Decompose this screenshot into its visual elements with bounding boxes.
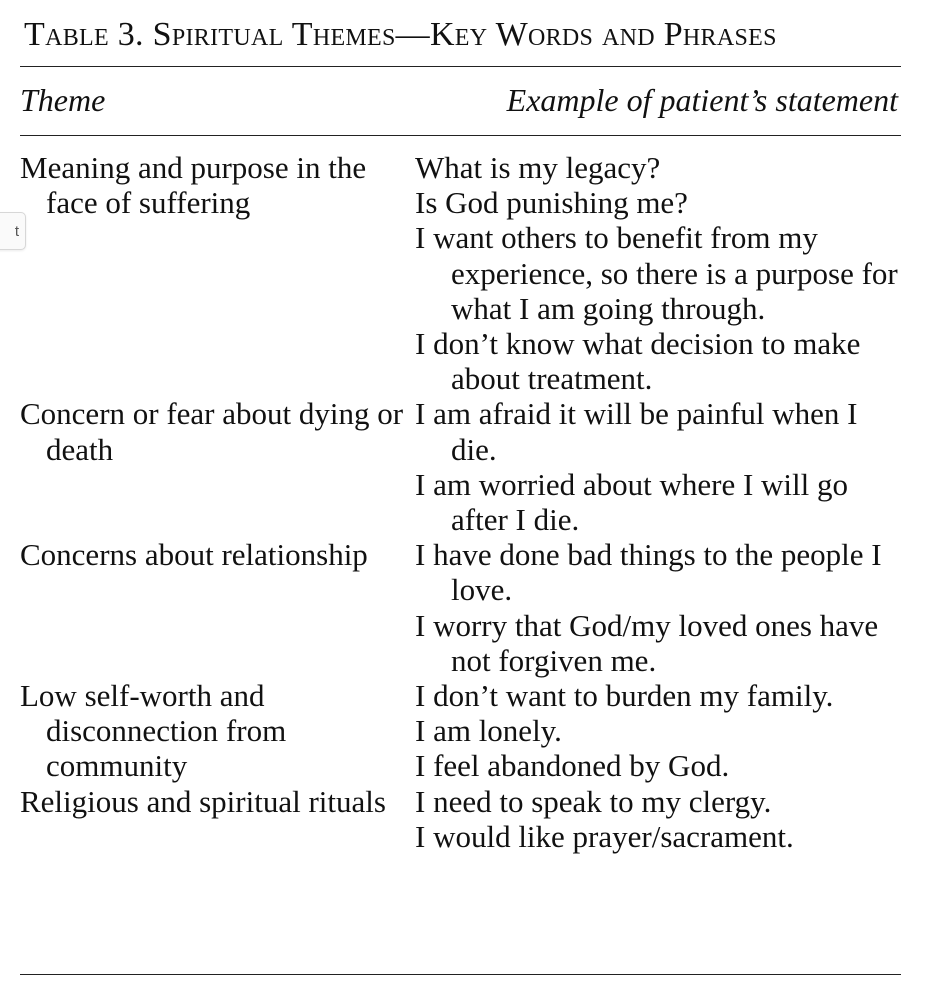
patient-statement: I don’t want to burden my family. <box>415 678 834 714</box>
patient-statement: I don’t know what decision to make about treatment. <box>415 326 861 397</box>
statement-cell <box>415 396 910 537</box>
statement-cell <box>415 678 910 784</box>
patient-statement: What is my legacy? <box>415 150 661 185</box>
table-row <box>20 150 910 396</box>
patient-statement: I feel abandoned by God. <box>415 748 730 784</box>
patient-statement: I am worried about where I will go after I die. <box>415 466 849 538</box>
table-caption: Table 3. Spiritual Themes—Key Words and Phrases <box>24 16 777 53</box>
patient-statement: I would like prayer/sacrament. <box>415 818 794 854</box>
column-header-example: Example of patient’s statement <box>506 82 898 118</box>
patient-statement: I need to speak to my clergy. <box>415 783 772 819</box>
statement-cell <box>415 784 910 854</box>
side-panel-tab[interactable]: t <box>0 212 26 250</box>
theme-cell: Concern or fear about dying or death <box>20 396 404 467</box>
table-top-rule <box>20 66 901 67</box>
table-bottom-rule <box>20 974 901 975</box>
patient-statement: I worry that God/my loved ones have not forgiven me. <box>415 607 879 678</box>
table-header-rule <box>20 135 901 136</box>
patient-statement: I am afraid it will be painful when I die. <box>415 396 858 467</box>
theme-cell: Meaning and purpose in the face of suffering <box>20 150 367 221</box>
statement-cell <box>415 150 910 396</box>
patient-statement: I have done bad things to the people I love. <box>415 537 882 608</box>
table-row <box>20 396 910 537</box>
table-row <box>20 784 910 854</box>
patient-statement: I want others to benefit from my experience, so there is a purpose for what I am going through. <box>415 220 898 326</box>
table-row <box>20 678 910 784</box>
table-body <box>20 150 910 854</box>
table-row <box>20 537 910 678</box>
theme-cell: Concerns about relationship <box>20 537 368 573</box>
column-header-theme: Theme <box>20 82 106 118</box>
statement-cell <box>415 537 910 678</box>
patient-statement: I am lonely. <box>415 713 562 749</box>
theme-cell: Low self-worth and disconnection from community <box>20 678 287 784</box>
theme-cell: Religious and spiritual rituals <box>20 783 386 819</box>
patient-statement: Is God punishing me? <box>415 185 688 221</box>
